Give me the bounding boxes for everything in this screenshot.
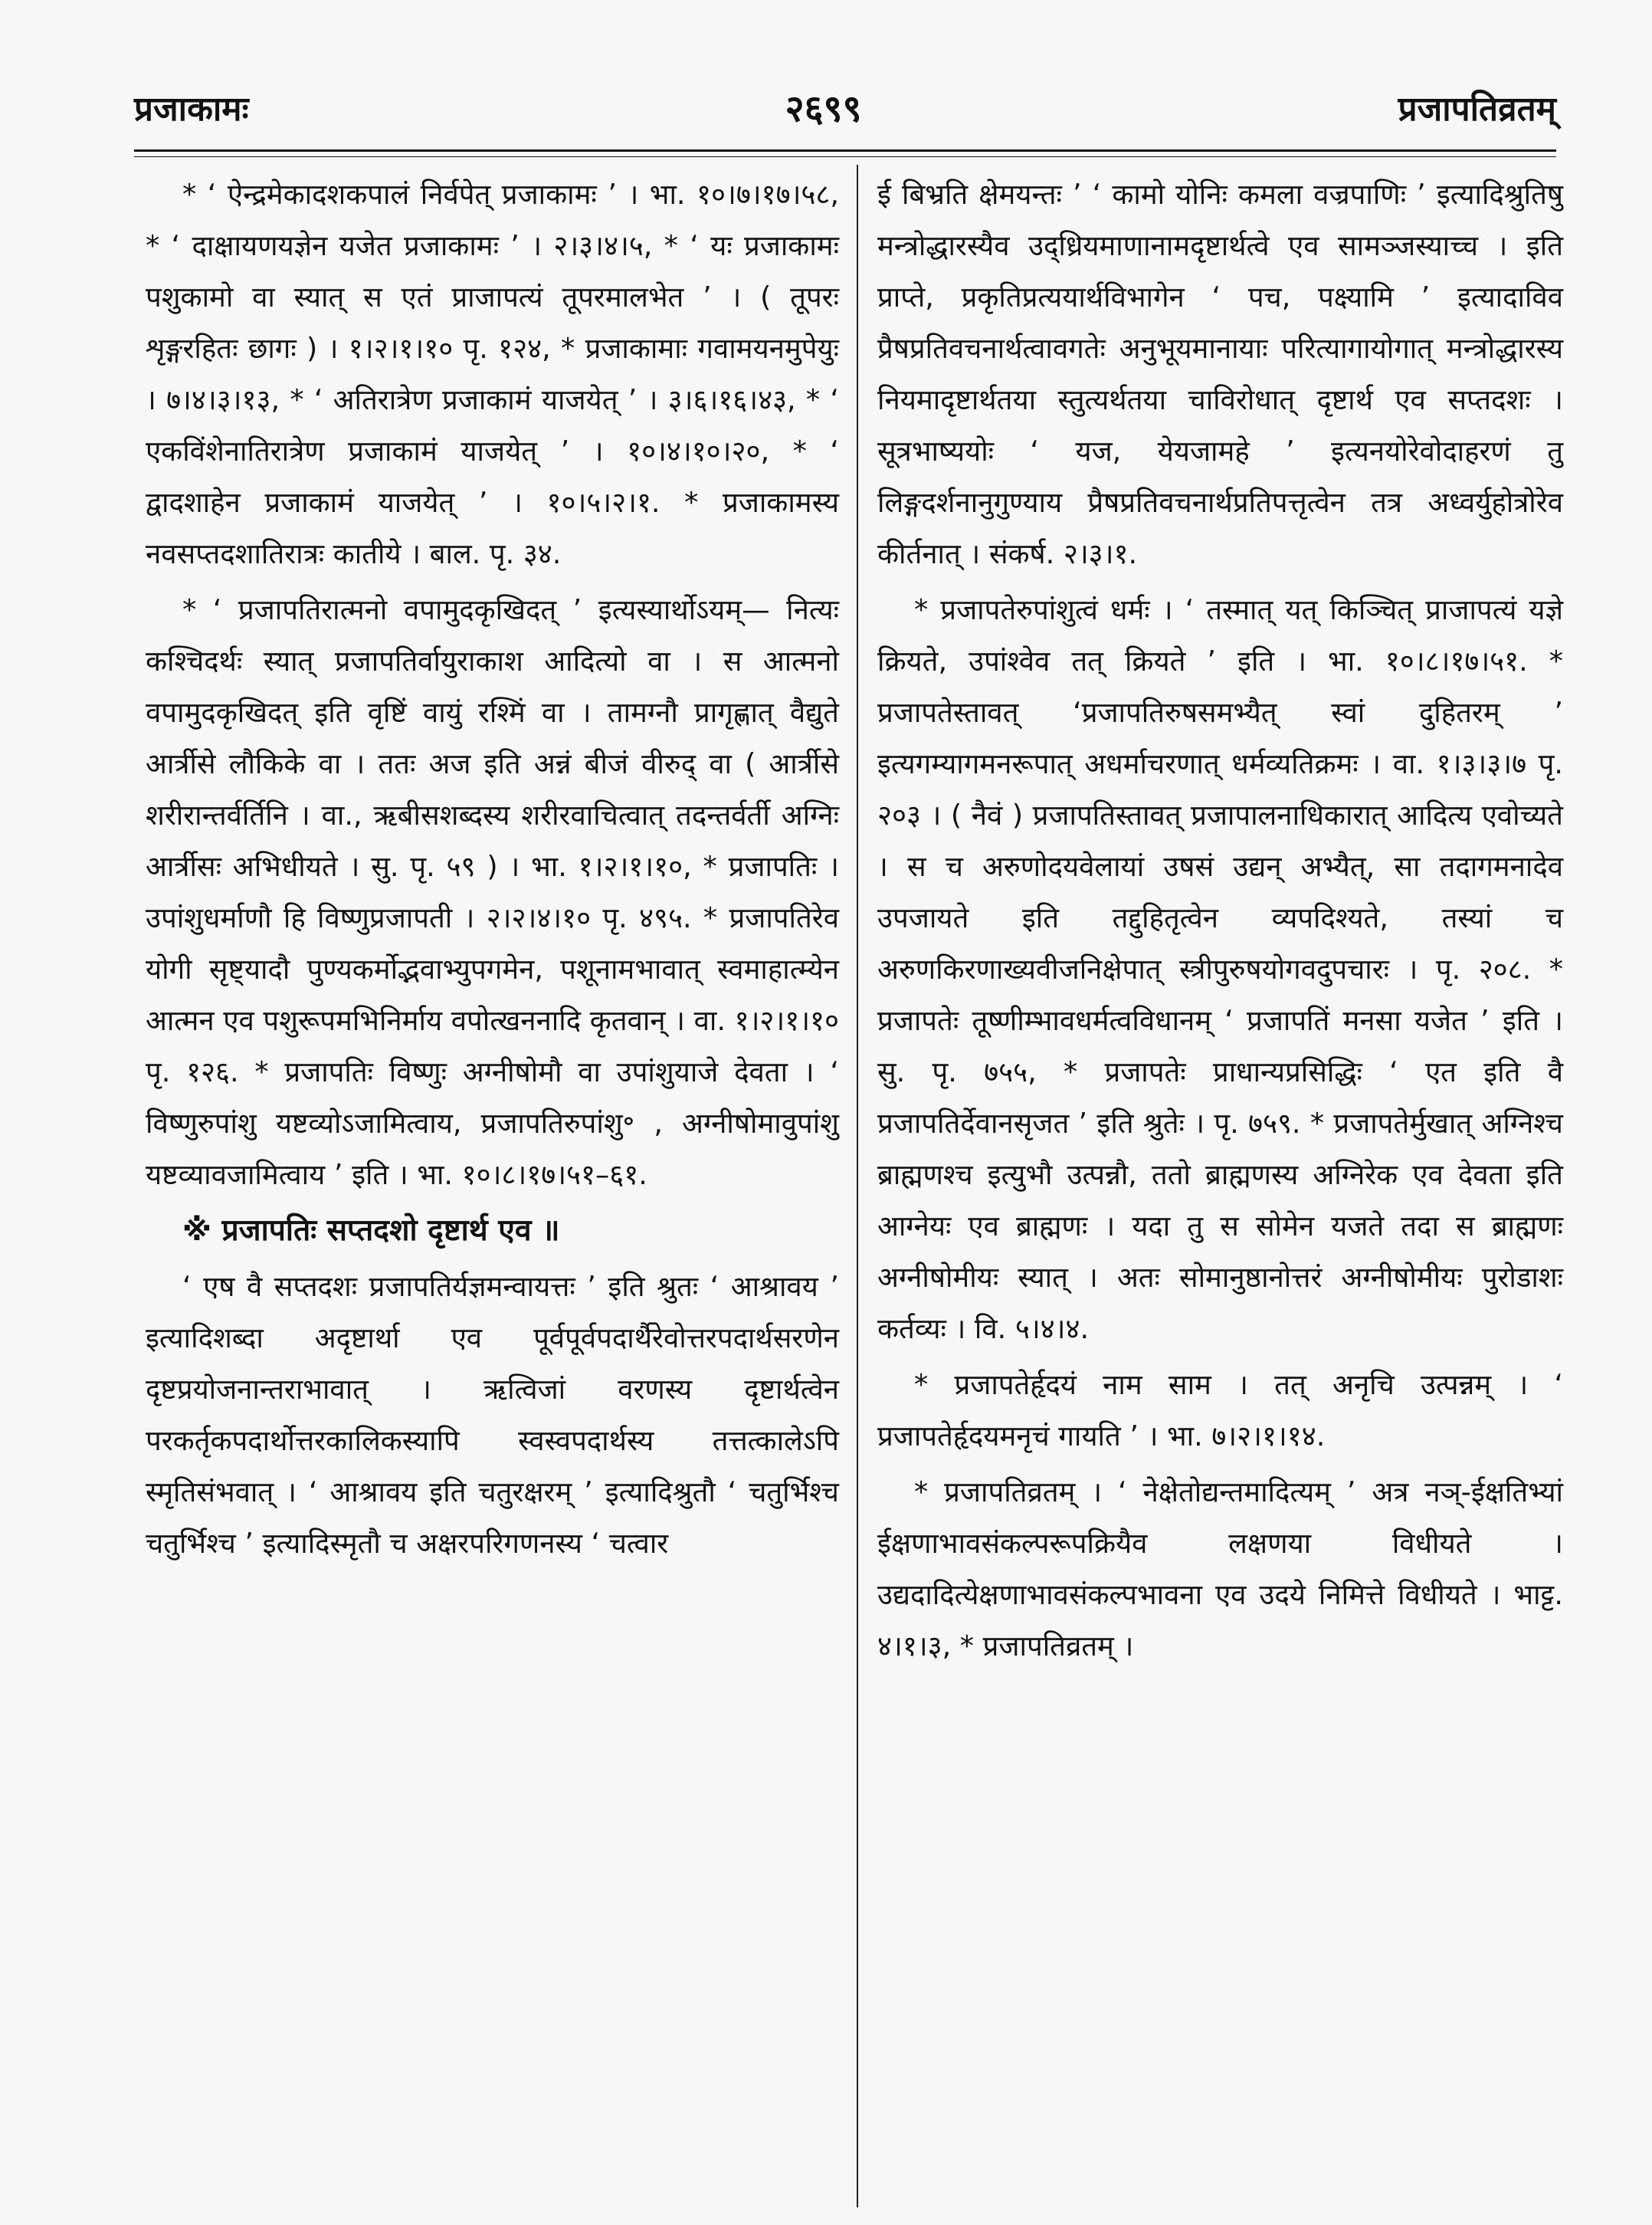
page-number: २६९९ [785, 87, 862, 130]
entry-paragraph: ‘ एष वै सप्तदशः प्रजापतिर्यज्ञमन्वायत्तः ’ इति श्रुतः ‘ आश्रावय ’ इत्यादिशब्दा अदृष्टार्था एव पूर्वपूर्वपदार्थैरेवोत्तरपदार्थसरणेन दृष्टप्रयोजनान्तराभावात् । ऋत्विजां वरणस्य दृष्टार्थत्वेन परकर्तृकपदार्थोत्तरकालिकस्यापि स्वस्वपदार्थस्य तत्तत्कालेऽपि स्मृतिसंभवात् । ‘ आश्रावय इति चतुरक्षरम् ’ इत्यादिश्रुतौ ‘ चतुर्भिश्च चतुर्भिश्च ’ इत्यादिस्मृतौ च अक्षरपरिगणनस्य ‘ चत्वार [146, 1270, 839, 1560]
left-column [146, 169, 839, 1574]
entry-paragraph: * ‘ ऐन्द्रमेकादशकपालं निर्वपेत् प्रजाकामः ’ । भा. १०।७।१७।५८, * ‘ दाक्षायणयज्ञेन यजेत प्रजाकामः ’ । २।३।४।५, * ‘ यः प्रजाकामः पशुकामो वा स्यात् स एतं प्राजापत्यं तूपरमालभेत ’ । ( तूपरः शृङ्गरहितः छागः ) । १।२।१।१० पृ. १२४, * प्रजाकामाः गवामयनमुपेयुः । ७।४।३।१३, * ‘ अतिरात्रेण प्रजाकामं याजयेत् ’ । ३।६।१६।४३, * ‘ एकविंशेनातिरात्रेण प्रजाकामं याजयेत् ’ । १०।४।१०।२०, * ‘ द्वादशाहेन प्रजाकामं याजयेत् ’ । १०।५।२।१. * प्रजाकामस्य नवसप्तदशातिरात्रः कातीये । बाल. पृ. ३४. [146, 178, 839, 570]
header-rule-thin [134, 156, 1556, 157]
entry-paragraph: * प्रजापतेर्हृदयं नाम साम । तत् अनृचि उत्पन्नम् । ‘ प्रजापतेर्हृदयमनृचं गायति ’ । भा. ७।२।१।१४. [877, 1368, 1563, 1452]
section-heading: ※ प्रजापतिः सप्तदशो दृष्टार्थ एव ॥ [182, 1213, 560, 1248]
header-right-keyword: प्रजापतिव्रतम् [1398, 90, 1556, 129]
page-header [134, 77, 1556, 138]
column-divider [857, 165, 858, 2207]
entry-paragraph: * ‘ प्रजापतिरात्मनो वपामुदकृखिदत् ’ इत्यस्यार्थोऽयम्— नित्यः कश्चिदर्थः स्यात् प्रजापतिर्वायुराकाश आदित्यो वा । स आत्मनो वपामुदकृखिदत् इति वृष्टिं वायुं रश्मिं वा । तामग्नौ प्रागृह्णात् वैद्युते आर्त्रीसे लौकिके वा । ततः अज इति अन्नं बीजं वीरुद् वा ( आर्त्रीसे शरीरान्तर्वर्तिनि । वा., ऋबीसशब्दस्य शरीरवाचित्वात् तदन्तर्वर्ती अग्निः आर्त्रीसः अभिधीयते । सु. पृ. ५९ ) । भा. १।२।१।१०, * प्रजापतिः । उपांशुधर्माणौ हि विष्णुप्रजापती । २।२।४।१० पृ. ४९५. * प्रजापतिरेव योगी सृष्ट्यादौ पुण्यकर्मोद्भवाभ्युपगमेन, पशूनामभावात् स्वमाहात्म्येन आत्मन एव पशुरूपमभिनिर्माय वपोत्खननादि कृतवान् । वा. १।२।१।१० पृ. १२६. * प्रजापतिः विष्णुः अग्नीषोमौ वा उपांशुयाजे देवता । ‘ विष्णुरुपांशु यष्टव्योऽजामित्वाय, प्रजापतिरुपांशु॰ , अग्नीषोमावुपांशु यष्टव्यावजामित्वाय ’ इति । भा. १०।८।१७।५१–६१. [146, 593, 839, 1191]
entry-paragraph: ई बिभ्रति क्षेमयन्तः ’ ‘ कामो योनिः कमला वज्रपाणिः ’ इत्यादिश्रुतिषु मन्त्रोद्धारस्यैव उद्ध्रियमाणानामदृष्टार्थत्वे एव सामञ्जस्याच्च । इति प्राप्ते, प्रकृतिप्रत्ययार्थविभागेन ‘ पच, पक्ष्यामि ’ इत्यादाविव प्रैषप्रतिवचनार्थत्वावगतेः अनुभूयमानायाः परित्यागायोगात् मन्त्रोद्धारस्य नियमादृष्टार्थतया स्तुत्यर्थतया चाविरोधात् दृष्टार्थ एव सप्तदशः । सूत्रभाष्ययोः ‘ यज, येयजामहे ’ इत्यनयोरेवोदाहरणं तु लिङ्गदर्शनानुगुण्याय प्रैषप्रतिवचनार्थप्रतिपत्तृत्वेन तत्र अध्वर्युहोत्रोरेव कीर्तनात् । संकर्ष. २।३।१. [877, 178, 1563, 570]
entry-paragraph: * प्रजापतिव्रतम् । ‘ नेक्षेतोद्यन्तमादित्यम् ’ अत्र नञ्-ईक्षतिभ्यां ईक्षणाभावसंकल्परूपक्रियैव लक्षणया विधीयते । उद्यदादित्येक्षणाभावसंकल्पभावना एव उदये निमित्ते विधीयते । भाट्ट. ४।१।३, * प्रजापतिव्रतम् । [877, 1475, 1563, 1662]
header-rule [134, 149, 1556, 152]
entry-paragraph: * प्रजापतेरुपांशुत्वं धर्मः । ‘ तस्मात् यत् किञ्चित् प्राजापत्यं यज्ञे क्रियते, उपांश्वेव तत् क्रियते ’ इति । भा. १०।८।१७।५१. * प्रजापतेस्तावत् ‘प्रजापतिरुषसमभ्यैत् स्वां दुहितरम् ’ इत्यगम्यागमनरूपात् अधर्माचरणात् धर्मव्यतिक्रमः । वा. १।३।३।७ पृ. २०३ । ( नैवं ) प्रजापतिस्तावत् प्रजापालनाधिकारात् आदित्य एवोच्यते । स च अरुणोदयवेलायां उषसं उद्यन् अभ्यैत्, सा तदागमनादेव उपजायते इति तद्दुहितृत्वेन व्यपदिश्यते, तस्यां च अरुणकिरणाख्यवीजनिक्षेपात् स्त्रीपुरुषयोगवदुपचारः । पृ. २०८. * प्रजापतेः तूष्णीम्भावधर्मत्वविधानम् ‘ प्रजापतिं मनसा यजेत ’ इति । सु. पृ. ७५५, * प्रजापतेः प्राधान्यप्रसिद्धिः ‘ एत इति वै प्रजापतिर्देवानसृजत ’ इति श्रुतेः । पृ. ७५९. * प्रजापतेर्मुखात् अग्निश्च ब्राह्मणश्च इत्युभौ उत्पन्नौ, ततो ब्राह्मणस्य अग्निरेक एव देवता इति आग्नेयः एव ब्राह्मणः । यदा तु स सोमेन यजते तदा स ब्राह्मणः अग्नीषोमीयः स्यात् । अतः सोमानुष्ठानोत्तरं अग्नीषोमीयः पुरोडाशः कर्तव्यः । वि. ५।४।४. [877, 593, 1563, 1345]
header-left-keyword: प्रजाकामः [134, 90, 249, 129]
right-column [877, 169, 1563, 1676]
